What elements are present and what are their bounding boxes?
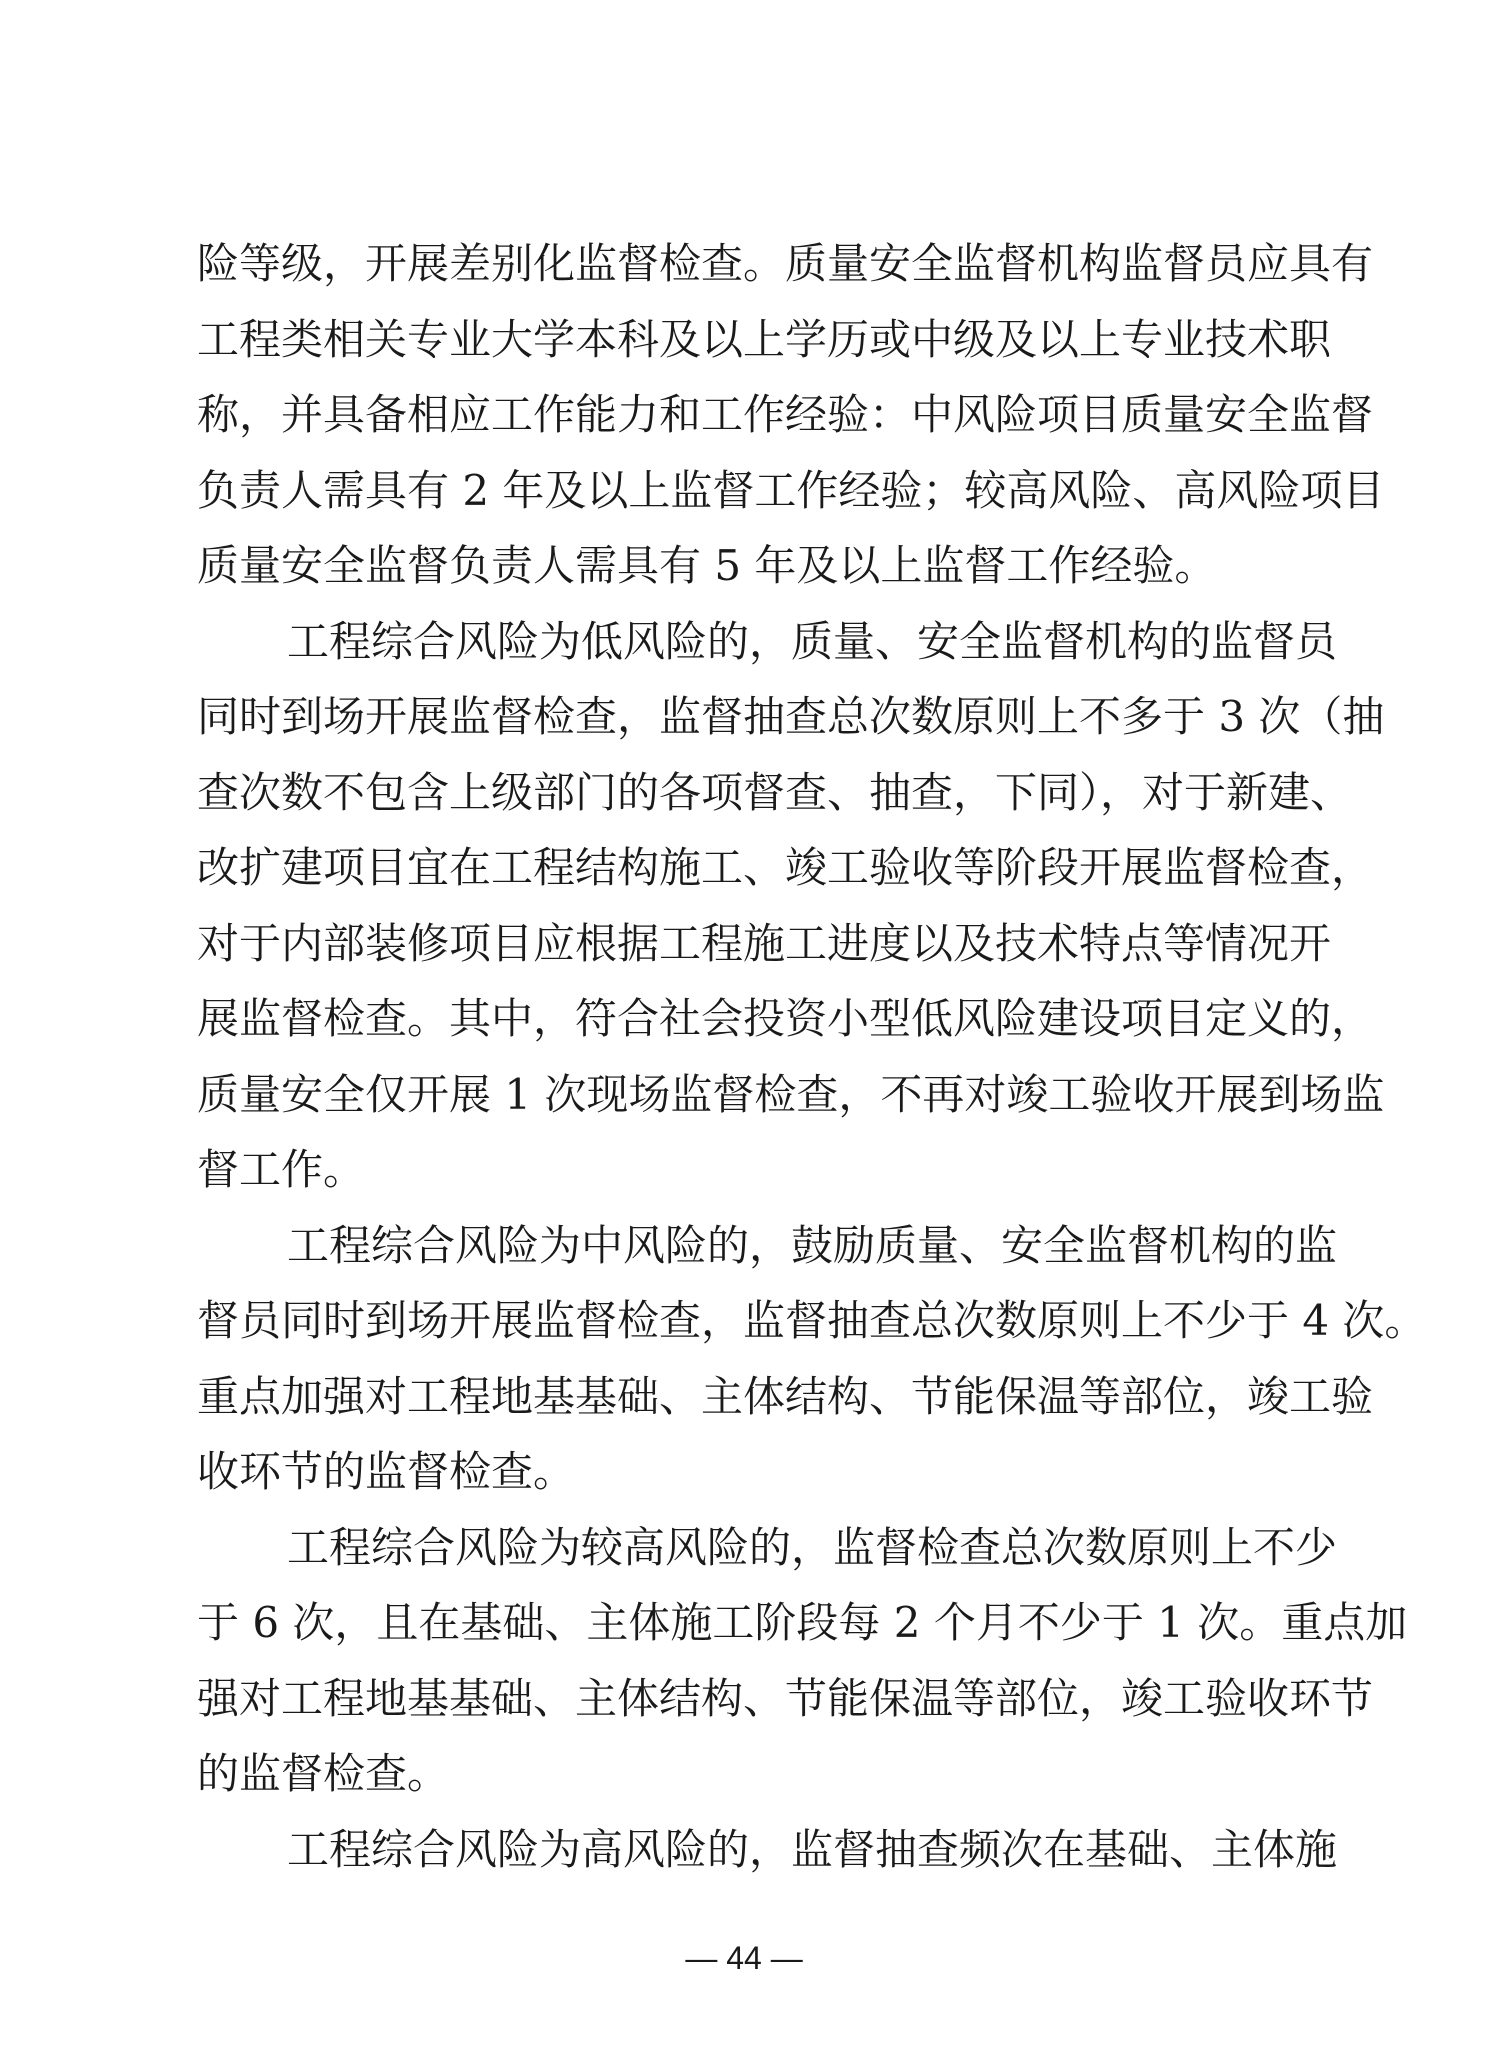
text-line: 改扩建项目宜在工程结构施工、竣工验收等阶段开展监督检查， bbox=[197, 843, 1374, 892]
text-line: 工程综合风险为中风险的，鼓励质量、安全监督机构的监 bbox=[287, 1220, 1338, 1270]
text-line: 督工作。 bbox=[197, 1145, 366, 1194]
text-line: 险等级，开展差别化监督检查。质量安全监督机构监督员应具有 bbox=[197, 239, 1374, 288]
text-line: 工程综合风险为低风险的，质量、安全监督机构的监督员 bbox=[287, 616, 1338, 666]
text-line: 负责人需具有 2 年及以上监督工作经验；较高风险、高风险项目 bbox=[197, 465, 1385, 515]
text-line: 重点加强对工程地基基础、主体结构、节能保温等部位，竣工验 bbox=[197, 1371, 1374, 1421]
text-line: 展监督检查。其中，符合社会投资小型低风险建设项目定义的， bbox=[197, 994, 1374, 1043]
text-line: 质量安全仅开展 1 次现场监督检查，不再对竣工验收开展到场监 bbox=[197, 1069, 1385, 1119]
text-line: 质量安全监督负责人需具有 5 年及以上监督工作经验。 bbox=[197, 541, 1217, 590]
text-line: 督员同时到场开展监督检查，监督抽查总次数原则上不少于 4 次。 bbox=[197, 1296, 1427, 1345]
text-line: 对于内部装修项目应根据工程施工进度以及技术特点等情况开 bbox=[197, 918, 1332, 968]
text-line: 强对工程地基基础、主体结构、节能保温等部位，竣工验收环节 bbox=[197, 1673, 1374, 1723]
text-line: 称，并具备相应工作能力和工作经验：中风险项目质量安全监督 bbox=[197, 390, 1374, 439]
text-line: 工程综合风险为较高风险的，监督检查总次数原则上不少 bbox=[287, 1522, 1338, 1572]
page-number: — 44 — bbox=[685, 1940, 803, 1976]
text-line: 的监督检查。 bbox=[197, 1749, 450, 1798]
text-line: 工程综合风险为高风险的，监督抽查频次在基础、主体施 bbox=[287, 1824, 1338, 1874]
text-line: 同时到场开展监督检查，监督抽查总次数原则上不多于 3 次（抽 bbox=[197, 692, 1385, 741]
text-line: 收环节的监督检查。 bbox=[197, 1447, 576, 1496]
text-line: 查次数不包含上级部门的各项督查、抽查，下同），对于新建、 bbox=[197, 767, 1353, 817]
text-line: 于 6 次，且在基础、主体施工阶段每 2 个月不少于 1 次。重点加 bbox=[197, 1598, 1408, 1647]
text-line: 工程类相关专业大学本科及以上学历或中级及以上专业技术职 bbox=[197, 314, 1332, 364]
body-text bbox=[197, 226, 1427, 1887]
